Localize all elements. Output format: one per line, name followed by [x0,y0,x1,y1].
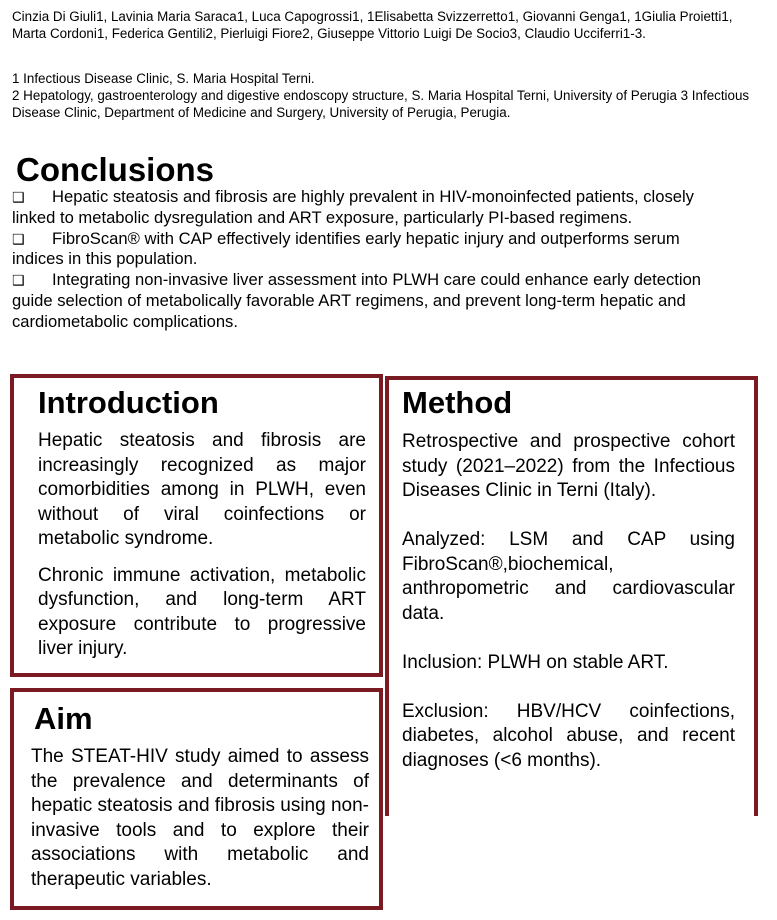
aim-section [10,688,383,910]
introduction-paragraph-2: Chronic immune activation, metabolic dysfunction, and long-term ART exposure contribute to progressive liver injury. [38,564,366,659]
conclusion-item-3 [12,270,712,332]
method-paragraph-2: Analyzed: LSM and CAP using FibroScan®,biochemical, anthropometric and cardiovascular data. [402,529,735,624]
checkbox-bullet-icon: ❑ [12,189,25,205]
affiliation-2: 2 Hepatology, gastroenterology and digestive endoscopy structure, S. Maria Hospital Terni, University of Perugia 3 Infectious Disease Clinic, Department of Medicine and Surgery, University of Perugia, Perugia. [12,88,750,120]
conclusion-text-3: Integrating non-invasive liver assessment into PLWH care could enhance early detection guide selection of metabolically favorable ART regimens, and prevent long-term hepatic and cardiometabolic complications. [12,270,702,331]
conclusions-heading: Conclusions [16,151,215,188]
checkbox-bullet-icon: ❑ [12,272,25,289]
introduction-heading: Introduction [38,385,219,420]
introduction-section [10,374,383,677]
aim-heading: Aim [34,701,93,736]
method-body [402,430,735,773]
method-paragraph-3: Inclusion: PLWH on stable ART. [402,651,669,673]
conclusion-item-2 [12,229,712,271]
conclusion-text-2: FibroScan® with CAP effectively identifies early hepatic injury and outperforms serum indices in this population. [12,228,680,269]
author-list: Cinzia Di Giuli1, Lavinia Maria Saraca1, Luca Capogrossi1, 1Elisabetta Svizzerretto1, Giovanni Genga1, 1Giulia Proietti1, Marta Cordoni1, Federica Gentili2, Pierluigi Fiore2, Giuseppe Vittorio Luigi De Socio3, Claudio Ucciferri1-3. [12,9,733,41]
checkbox-bullet-icon: ❑ [12,230,25,247]
conclusion-text-1: Hepatic steatosis and fibrosis are highly prevalent in HIV-monoinfected patients, closely linked to metabolic dysregulation and ART exposure, particularly PI-based regimens. [12,187,694,227]
method-paragraph-4: Exclusion: HBV/HCV coinfections, diabetes, alcohol abuse, and recent diagnoses (<6 months). [402,700,735,771]
method-paragraph-1: Retrospective and prospective cohort study (2021–2022) from the Infectious Diseases Clinic in Terni (Italy). [402,431,735,501]
introduction-paragraph-1: Hepatic steatosis and fibrosis are increasingly recognized as major comorbidities among in PLWH, even without of viral coinfections or metabolic syndrome. [38,430,366,549]
aim-body [31,745,369,892]
affiliation-1: 1 Infectious Disease Clinic, S. Maria Hospital Terni. [12,71,315,86]
conclusions-list [12,187,712,333]
conclusion-item-1 [12,187,712,229]
aim-paragraph: The STEAT-HIV study aimed to assess the prevalence and determinants of hepatic steatosis and fibrosis using non-invasive tools and to explore their associations with metabolic and therapeutic variables. [31,746,369,890]
method-heading: Method [402,385,513,420]
introduction-body [38,429,366,662]
affiliations [12,70,767,121]
method-section [385,376,758,816]
